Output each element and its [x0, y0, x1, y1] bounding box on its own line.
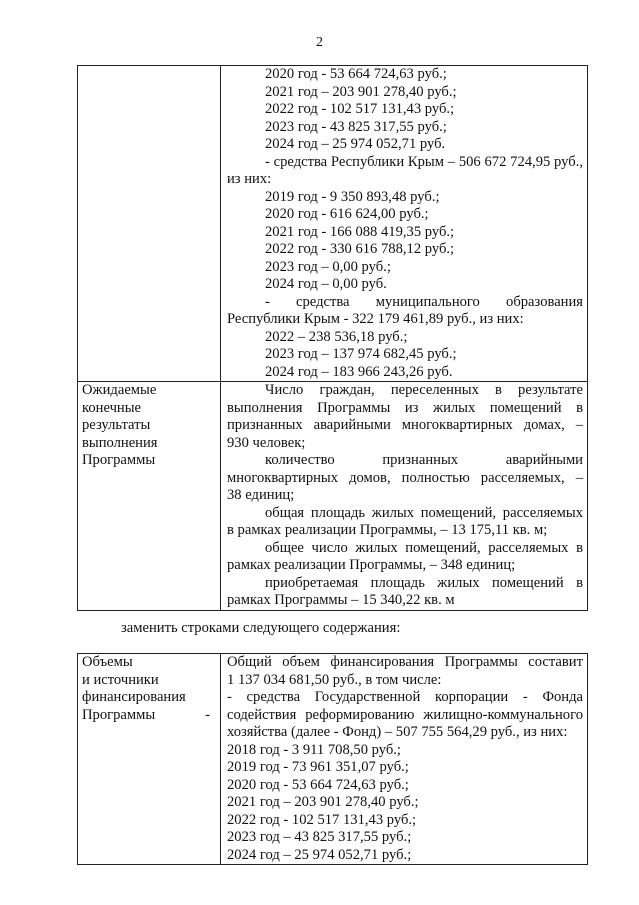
text-line: - средства муниципального образования: [265, 293, 583, 310]
text-line: рамках Программы – 15 340,22 кв. м: [227, 592, 455, 608]
label-line: выполнения: [82, 434, 158, 451]
funding-label-cell: [78, 654, 221, 865]
results-label-cell: [78, 382, 221, 611]
text-line: 2024 год – 25 974 052,71 руб.: [265, 136, 446, 152]
label-line: конечные: [82, 399, 142, 416]
funding-lines: [227, 66, 583, 381]
text-line: 2022 год - 102 517 131,43 руб.;: [227, 811, 417, 828]
label-line: финансирования: [82, 689, 186, 705]
text-line: в рамках реализации Программы, – 13 175,11 кв. м;: [227, 522, 548, 538]
text-line: - средства Республики Крым – 506 672 724,95 руб.,: [265, 153, 583, 170]
text-line: 2020 год - 53 664 724,63 руб.;: [265, 66, 447, 82]
text-line: 2024 год – 25 974 052,71 руб.;: [227, 846, 412, 863]
table-row-funding-continued: [78, 66, 588, 382]
funding-label: [82, 654, 216, 724]
results-lines: [227, 382, 583, 610]
page-number: 2: [316, 35, 323, 50]
text-line: 2023 год - 43 825 317,55 руб.;: [265, 118, 447, 135]
text-line: 2020 год - 616 624,00 руб.;: [265, 206, 429, 222]
text-line: - средства Государственной корпорации - Фонда: [227, 689, 583, 705]
text-line: 2020 год - 53 664 724,63 руб.;: [227, 776, 409, 793]
label-line: Объемы: [82, 654, 133, 670]
text-line: выполнения Программы из жилых помещений в: [227, 399, 583, 416]
label-line: Программы -: [82, 706, 210, 723]
text-line: 2021 год – 203 901 278,40 руб.;: [227, 794, 419, 810]
label-dash: -: [205, 706, 210, 723]
program-table-old: [77, 65, 588, 611]
text-line: 2024 год – 0,00 руб.: [265, 276, 387, 292]
funding-new-lines: [227, 654, 583, 864]
text-line: общая площадь жилых помещений, расселяемых: [265, 504, 583, 521]
text-line: количество признанных аварийными: [265, 452, 583, 468]
replace-instruction: заменить строками следующего содержания:: [121, 620, 401, 636]
text-line: 2022 год - 330 616 788,12 руб.;: [265, 241, 455, 257]
text-line: хозяйства (далее - Фонд) – 507 755 564,29 руб., из них:: [227, 724, 568, 740]
text-line: 2018 год - 3 911 708,50 руб.;: [227, 741, 401, 758]
text-line: общее число жилых помещений, расселяемых в: [265, 539, 583, 556]
label-line: Ожидаемые: [82, 382, 157, 398]
results-content-cell: [221, 382, 588, 611]
label-line: и источники: [82, 671, 159, 688]
text-line: из них:: [227, 171, 272, 187]
program-table-new: [77, 653, 588, 865]
text-line: 2021 год – 203 901 278,40 руб.;: [265, 83, 457, 100]
label-line: Программы: [82, 452, 156, 468]
text-line: 2019 год - 73 961 351,07 руб.;: [227, 759, 409, 775]
funding-label-cell-empty: [78, 66, 221, 382]
text-line: 2023 год – 137 974 682,45 руб.;: [265, 346, 457, 362]
text-line: 2021 год - 166 088 419,35 руб.;: [265, 223, 455, 240]
funding-new-content-cell: [221, 654, 588, 865]
text-line: 2022 год - 102 517 131,43 руб.;: [265, 101, 455, 117]
text-line: содействия реформированию жилищно-коммунального: [227, 706, 583, 723]
text-line: признанных аварийными многоквартирных домах, –: [227, 417, 583, 433]
text-line: 2023 год – 0,00 руб.;: [265, 258, 391, 275]
text-line: 2024 год – 183 966 243,26 руб.: [265, 363, 453, 380]
text-line: 38 единиц;: [227, 487, 295, 503]
text-line: Общий объем финансирования Программы составит: [227, 654, 583, 670]
text-line: Число граждан, переселенных в результате: [265, 382, 583, 398]
text-line: 1 137 034 681,50 руб., в том числе:: [227, 671, 442, 688]
text-line: приобретаемая площадь жилых помещений в: [265, 574, 583, 591]
label-line: результаты: [82, 417, 151, 433]
table-row-funding-new: [78, 654, 588, 865]
table-row-expected-results: [78, 382, 588, 611]
text-line: 2019 год - 9 350 893,48 руб.;: [265, 188, 440, 205]
funding-content-cell: [221, 66, 588, 382]
text-line: 2023 год – 43 825 317,55 руб.;: [227, 829, 412, 845]
text-line: 930 человек;: [227, 434, 306, 451]
results-label: [82, 382, 216, 470]
text-line: Республики Крым - 322 179 461,89 руб., из них:: [227, 311, 524, 327]
text-line: многоквартирных домов, полностью расселяемых, –: [227, 469, 583, 486]
text-line: 2022 – 238 536,18 руб.;: [265, 328, 408, 345]
text-line: рамках реализации Программы, – 348 единиц;: [227, 557, 516, 573]
